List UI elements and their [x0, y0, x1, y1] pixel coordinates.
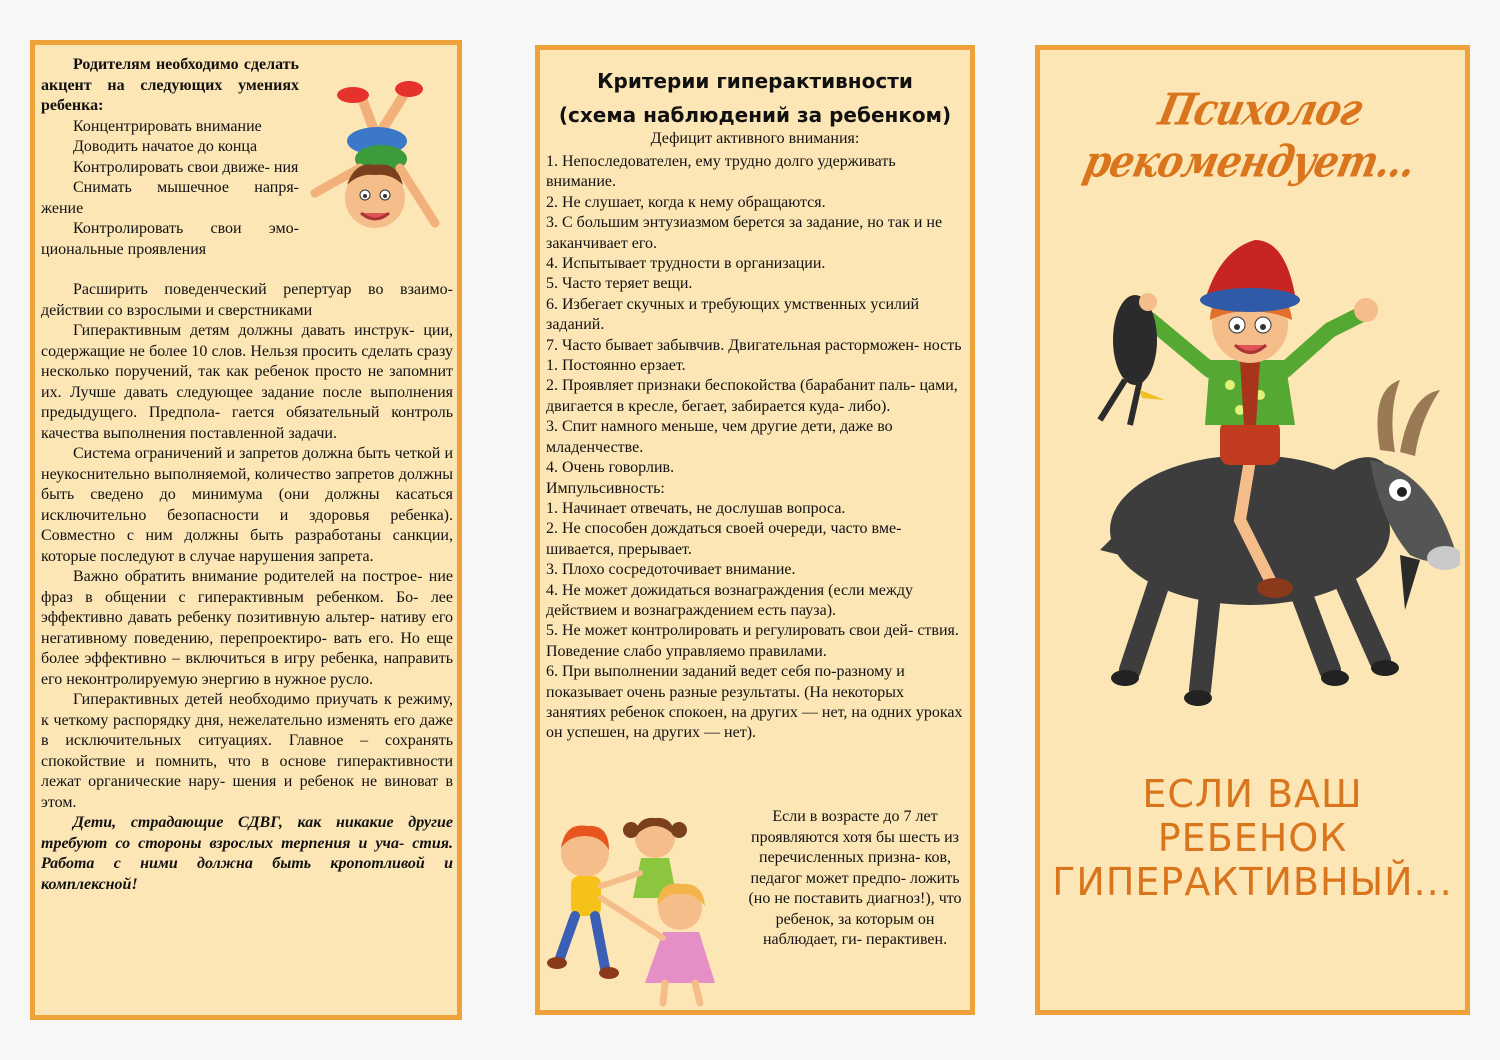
- advice-paragraph: Важно обратить внимание родителей на построе- ние фраз в общении с гиперактивным ребенком. Бо- лее эффективно давать ребенку позитивную альтер- нативу его негативному поведению, перепроектиро- вать его. Но еще более эффективно – включиться в игру ребенка, направить его неконтролируемую энергию в нужное русло.: [41, 568, 453, 688]
- cover-main-title: [1040, 772, 1465, 904]
- criteria-item: 6. Избегает скучных и требующих умственных усилий заданий.: [546, 295, 920, 334]
- section-heading: Дефицит активного внимания:: [650, 130, 860, 147]
- boy-riding-goat-illustration: [1070, 220, 1460, 720]
- closing-statement: Дети, страдающие СДВГ, как никакие другие требуют со стороны взрослых терпения и уча- стия. Работа с ними должна быть кропотливой и комплексной!: [41, 814, 453, 893]
- skill-item: Снимать мышечное напря- жение: [41, 179, 299, 217]
- skill-item: Контролировать свои эмо- циональные проявления: [41, 220, 299, 258]
- skill-item: Доводить начатое до конца: [73, 138, 258, 155]
- criteria-item: 1. Начинает отвечать, не дослушав вопроса.: [546, 499, 846, 517]
- criteria-item: 3. Плохо сосредоточивает внимание.: [546, 561, 796, 579]
- cover-title-line1: ЕСЛИ ВАШ: [1142, 772, 1363, 816]
- criteria-list: [546, 152, 966, 744]
- cover-panel: [1035, 45, 1470, 1015]
- criteria-title-line1: Критерии гиперактивности: [597, 69, 913, 93]
- skills-intro: [41, 55, 299, 260]
- diagnosis-note: Если в возрасте до 7 лет проявляются хотя бы шесть из перечисленных призна- ков, педагог может предпо- ложить (но не поставить диагноз!), что ребенок, за которым он наблюдает, ги- перактивен.: [748, 808, 962, 948]
- criteria-item: 2. Не способен дождаться своей очереди, часто вме- шивается, прерывает.: [546, 520, 902, 558]
- criteria-item: 3. Спит намного меньше, чем другие дети, даже во младенчестве.: [546, 418, 893, 456]
- dancing-children-illustration: [545, 808, 735, 1008]
- criteria-title-line2: (схема наблюдений за ребенком): [558, 103, 952, 127]
- criteria-item: 4. Очень говорлив.: [546, 459, 675, 477]
- criteria-item: 2. Не слушает, когда к нему обращаются.: [546, 193, 826, 211]
- skill-item: Контролировать свои движе- ния: [73, 158, 299, 176]
- cover-script-title: Психолог рекомендует...: [1079, 83, 1420, 187]
- left-panel: [30, 40, 462, 1020]
- section-heading: Импульсивность:: [546, 479, 665, 497]
- advice-paragraph: Расширить поведенческий репертуар во взаимо- действии со взрослыми и сверстниками: [41, 281, 453, 319]
- criteria-item: 4. Не может дожидаться вознаграждения (если между действием и вознаграждением есть пауза).: [546, 581, 914, 619]
- skill-item: Концентрировать внимание: [73, 117, 262, 135]
- cover-title-line2: РЕБЕНОК: [1157, 816, 1348, 860]
- advice-paragraph: Система ограничений и запретов должна быть четкой и неукоснительно выполняемой, количество запретов должны быть сведено до минимума (они должны касаться исключительно безопасности и здоровья ребенка). Совместно с ним должны быть разработаны санкции, которые последуют в случае нарушения запрета.: [41, 445, 453, 565]
- middle-panel: [535, 45, 975, 1015]
- intro-title: Родителям необходимо сделать акцент на следующих умениях ребенка:: [41, 56, 299, 114]
- criteria-item: 5. Не может контролировать и регулировать свои дей- ствия. Поведение слабо управляемо правилами.: [546, 622, 959, 660]
- criteria-item: 6. При выполнении заданий ведет себя по-разному и показывает очень разные результаты. (На некоторых занятиях ребенок спокоен, на других — нет, на одних уроках он успешен, на других — нет).: [546, 663, 963, 742]
- criteria-item: 1. Непоследователен, ему трудно долго удерживать внимание.: [546, 153, 896, 191]
- handstand-boy-illustration: [305, 73, 445, 253]
- advice-body: [41, 280, 453, 895]
- criteria-item: 3. С большим энтузиазмом берется за задание, но так и не заканчивает его.: [546, 214, 943, 252]
- criteria-item: 7. Часто бывает забывчив. Двигательная расторможен- ность: [546, 336, 962, 354]
- criteria-item: 5. Часто теряет вещи.: [546, 275, 693, 293]
- criteria-title: [540, 64, 970, 132]
- advice-paragraph: Гиперактивным детям должны давать инструк- ции, содержащие не более 10 слов. Нельзя просить сделать сразу несколько поручений, так как ребенок просто не запомнит их. Лучше давать следующее задание после выполнения предыдущего. Предпола- гается обязательный контроль качества выполнения поставленной задачи.: [41, 322, 453, 442]
- criteria-item: 4. Испытывает трудности в организации.: [546, 255, 826, 273]
- advice-paragraph: Гиперактивных детей необходимо приучать к режиму, к четкому распорядку дня, нежелательно изменять его даже в исключительных ситуациях. Главное – сохранять спокойствие и помнить, что в основе гиперактивности лежат органические нару- шения и ребенок не виноват в этом.: [41, 691, 453, 811]
- criteria-item: 2. Проявляет признаки беспокойства (барабанит паль- цами, двигается в кресле, бегает, забирается куда- либо).: [546, 377, 958, 415]
- criteria-item: 1. Постоянно ерзает.: [546, 357, 686, 375]
- cover-title-line3: ГИПЕРАКТИВНЫЙ...: [1052, 860, 1453, 904]
